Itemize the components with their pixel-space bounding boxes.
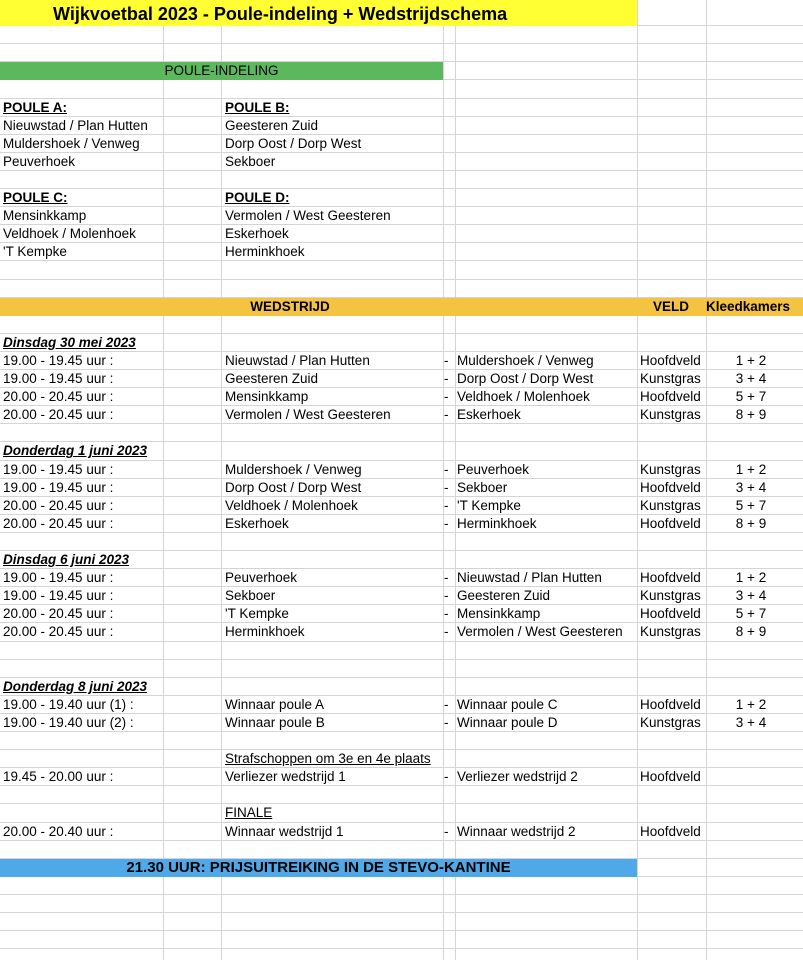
match-rooms: 8 + 9 — [735, 624, 767, 640]
match-time: 20.00 - 20.45 uur : — [3, 389, 114, 405]
match-dash: - — [444, 588, 449, 604]
match-away-team: 'T Kempke — [457, 497, 521, 513]
match-home-team: 'T Kempke — [225, 606, 289, 622]
match-away-team: Verliezer wedstrijd 2 — [457, 769, 578, 785]
match-home-team: Geesteren Zuid — [225, 371, 319, 386]
match-home-team: Eskerhoek — [225, 515, 289, 531]
match-field: Hoofdveld — [640, 606, 701, 622]
match-rooms: 5 + 7 — [735, 389, 767, 405]
match-away-team: Eskerhoek — [457, 407, 521, 423]
match-field: Kunstgras — [640, 497, 701, 513]
match-away-team: Dorp Oost / Dorp West — [457, 371, 594, 386]
match-dash: - — [444, 407, 449, 423]
match-dash: - — [444, 515, 449, 531]
match-away-team: Veldhoek / Molenhoek — [457, 389, 590, 405]
match-away-team: Muldershoek / Venweg — [457, 352, 594, 368]
poule-name: POULE B: — [225, 99, 290, 115]
grid-row-line — [0, 260, 803, 261]
match-field: Hoofdveld — [640, 352, 701, 368]
match-home-team: Veldhoek / Molenhoek — [225, 497, 358, 513]
match-home-team: Verliezer wedstrijd 1 — [225, 769, 346, 785]
match-home-team: Herminkhoek — [225, 624, 305, 640]
match-dash: - — [444, 714, 449, 730]
match-dash: - — [444, 823, 449, 839]
day-date: Donderdag 1 juni 2023 — [3, 443, 148, 459]
grid-row-line — [0, 279, 803, 280]
match-field: Hoofdveld — [640, 823, 701, 839]
match-field: Kunstgras — [640, 624, 701, 640]
match-rooms: 1 + 2 — [735, 352, 767, 368]
match-away-team: Winnaar poule C — [457, 696, 558, 712]
match-home-team: Winnaar wedstrijd 1 — [225, 823, 344, 839]
penalties-label: Strafschoppen om 3e en 4e plaats — [225, 751, 431, 767]
match-home-team: Muldershoek / Venweg — [225, 461, 362, 477]
match-rooms: 3 + 4 — [735, 588, 767, 604]
poule-team: Dorp Oost / Dorp West — [225, 135, 362, 151]
match-away-team: Winnaar poule D — [457, 714, 558, 730]
match-rooms: 3 + 4 — [735, 714, 767, 730]
poule-team: Eskerhoek — [225, 226, 289, 242]
match-time: 20.00 - 20.45 uur : — [3, 407, 114, 423]
match-time: 19.00 - 19.45 uur : — [3, 588, 114, 604]
grid-row-line — [0, 43, 803, 44]
grid-column-line — [637, 0, 638, 960]
poule-team: Nieuwstad / Plan Hutten — [3, 117, 148, 133]
grid-row-line — [0, 188, 803, 189]
match-time: 19.00 - 19.45 uur : — [3, 461, 114, 477]
grid-row-line — [0, 803, 803, 804]
match-time: 19.45 - 20.00 uur : — [3, 769, 114, 785]
match-dash: - — [444, 461, 449, 477]
match-time: 19.00 - 19.45 uur : — [3, 352, 114, 368]
grid-row-line — [0, 930, 803, 931]
grid-column-line — [163, 0, 164, 960]
day-date: Donderdag 8 juni 2023 — [3, 678, 148, 694]
match-away-team: Nieuwstad / Plan Hutten — [457, 570, 602, 586]
match-time: 19.00 - 19.40 uur (1) : — [3, 696, 134, 712]
match-field: Hoofdveld — [640, 479, 701, 495]
match-dash: - — [444, 769, 449, 785]
match-home-team: Peuverhoek — [225, 570, 298, 586]
match-away-team: Geesteren Zuid — [457, 588, 551, 604]
match-away-team: Peuverhoek — [457, 461, 530, 477]
poule-team: Mensinkkamp — [3, 208, 87, 224]
match-away-team: Winnaar wedstrijd 2 — [457, 823, 576, 839]
grid-row-line — [0, 659, 803, 660]
grid-column-line — [455, 0, 456, 960]
match-time: 19.00 - 19.45 uur : — [3, 371, 114, 386]
match-time: 20.00 - 20.45 uur : — [3, 624, 114, 640]
match-dash: - — [444, 371, 449, 386]
match-rooms: 1 + 2 — [735, 696, 767, 712]
match-time: 20.00 - 20.40 uur : — [3, 823, 114, 839]
poule-team: Vermolen / West Geesteren — [225, 208, 391, 224]
match-field: Hoofdveld — [640, 515, 701, 531]
footer-text: 21.30 UUR: PRIJSUITREIKING IN DE STEVO-KANTINE — [126, 858, 511, 876]
poule-name: POULE D: — [225, 190, 290, 205]
match-dash: - — [444, 352, 449, 368]
match-field: Kunstgras — [640, 461, 701, 477]
schedule-header-field: VELD — [653, 298, 690, 314]
match-home-team: Dorp Oost / Dorp West — [225, 479, 362, 495]
poule-team: Sekboer — [225, 153, 276, 169]
match-dash: - — [444, 479, 449, 495]
match-home-team: Vermolen / West Geesteren — [225, 407, 391, 423]
poule-team: Geesteren Zuid — [225, 117, 319, 133]
match-away-team: Vermolen / West Geesteren — [457, 624, 623, 640]
match-field: Hoofdveld — [640, 389, 701, 405]
match-field: Hoofdveld — [640, 696, 701, 712]
match-home-team: Winnaar poule A — [225, 696, 325, 712]
poule-name: POULE C: — [3, 190, 68, 205]
match-away-team: Sekboer — [457, 479, 508, 495]
match-dash: - — [444, 624, 449, 640]
match-dash: - — [444, 570, 449, 586]
poule-team: 'T Kempke — [3, 244, 67, 260]
match-dash: - — [444, 497, 449, 513]
final-label: FINALE — [225, 805, 273, 821]
match-dash: - — [444, 389, 449, 405]
match-away-team: Herminkhoek — [457, 515, 537, 531]
match-time: 20.00 - 20.45 uur : — [3, 497, 114, 513]
grid-column-line — [221, 0, 222, 960]
match-dash: - — [444, 606, 449, 622]
match-time: 19.00 - 19.40 uur (2) : — [3, 714, 134, 730]
match-rooms: 3 + 4 — [735, 479, 767, 495]
match-home-team: Winnaar poule B — [225, 714, 325, 730]
match-field: Kunstgras — [640, 407, 701, 423]
poule-team: Herminkhoek — [225, 244, 305, 260]
match-field: Hoofdveld — [640, 570, 701, 586]
match-rooms: 1 + 2 — [735, 461, 767, 477]
grid-row-line — [0, 98, 803, 99]
day-date: Dinsdag 6 juni 2023 — [3, 552, 130, 567]
match-field: Kunstgras — [640, 714, 701, 730]
match-rooms: 8 + 9 — [735, 407, 767, 423]
grid-row-line — [0, 948, 803, 949]
poule-team: Veldhoek / Molenhoek — [3, 226, 136, 242]
page-title: Wijkvoetbal 2023 - Poule-indeling + Wedstrijdschema — [53, 4, 508, 24]
match-field: Hoofdveld — [640, 769, 701, 785]
match-time: 20.00 - 20.45 uur : — [3, 515, 114, 531]
match-rooms: 8 + 9 — [735, 515, 767, 531]
match-away-team: Mensinkkamp — [457, 606, 541, 622]
match-rooms: 3 + 4 — [735, 371, 767, 386]
match-rooms: 5 + 7 — [735, 606, 767, 622]
poule-team: Peuverhoek — [3, 153, 76, 169]
match-time: 20.00 - 20.45 uur : — [3, 606, 114, 622]
day-date: Dinsdag 30 mei 2023 — [3, 334, 136, 350]
poule-name: POULE A: — [3, 99, 67, 115]
schedule-header-rooms: Kleedkamers — [706, 298, 791, 314]
grid-row-line — [0, 206, 803, 207]
match-time: 19.00 - 19.45 uur : — [3, 479, 114, 495]
match-time: 19.00 - 19.45 uur : — [3, 570, 114, 586]
match-field: Kunstgras — [640, 588, 701, 604]
schedule-header-match: WEDSTRIJD — [250, 298, 330, 314]
grid-row-line — [0, 912, 803, 913]
match-home-team: Sekboer — [225, 588, 276, 604]
grid-row-line — [0, 894, 803, 895]
poule-team: Muldershoek / Venweg — [3, 135, 140, 151]
match-dash: - — [444, 696, 449, 712]
grid-row-line — [0, 170, 803, 171]
match-rooms: 5 + 7 — [735, 497, 767, 513]
match-home-team: Nieuwstad / Plan Hutten — [225, 352, 370, 368]
match-home-team: Mensinkkamp — [225, 389, 309, 405]
match-rooms: 1 + 2 — [735, 570, 767, 586]
match-field: Kunstgras — [640, 371, 701, 386]
poule-header: POULE-INDELING — [164, 63, 279, 79]
